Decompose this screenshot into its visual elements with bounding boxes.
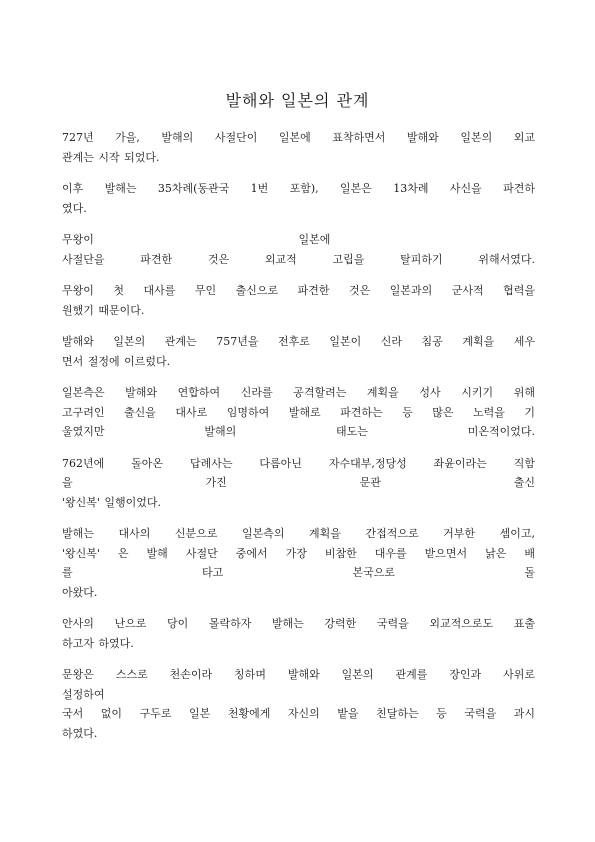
text-line: 관계는 시작 되었다.: [62, 150, 160, 164]
text-line: 국서 없이 구두로 일본 천황에게 자신의 밭을 친달하는 등 국력을 과시: [62, 707, 535, 720]
text-line: 762년에 돌아온 답례사는 다름아닌 자수대부,정당성 좌윤이라는 직함: [62, 456, 535, 470]
paragraph-1: [62, 128, 535, 167]
text-line: 를 타고 본국으로 돌: [62, 566, 535, 579]
text-fragment: 무왕이: [62, 233, 94, 246]
paragraph-5: [62, 332, 535, 371]
text-line: 아왔다.: [62, 585, 98, 599]
text-line: 면서 절정에 이르렀다.: [62, 354, 171, 368]
text-line: 무왕이 첫 대사를 무인 출신으로 파견한 것은 일본과의 군사적 협력을: [62, 284, 535, 297]
text-line: 하였다.: [62, 726, 98, 740]
text-line: 을 가진 문관 출신: [62, 476, 535, 489]
text-line: 안사의 난으로 당이 몰락하자 발해는 강력한 국력을 외교적으로도 표출: [62, 617, 535, 630]
text-line: 발해와 일본의 관계는 757년을 전후로 일본이 신라 침공 계획을 세우: [62, 335, 535, 348]
text-fragment: 일본에: [298, 233, 331, 246]
text-line: '왕신복' 일행이었다.: [62, 495, 162, 509]
text-line: 설정하여: [62, 687, 105, 701]
text-line: 고구려인 출신을 대사로 임명하여 발해로 파견하는 등 많은 노력을 기: [62, 405, 535, 419]
text-line: 원했기 때문이다.: [62, 303, 145, 317]
paragraph-3: [62, 230, 535, 269]
text-line: 발해는 대사의 신분으로 일본측의 계획을 간접적으로 거부한 셈이고,: [62, 527, 535, 540]
paragraph-10: [62, 665, 535, 743]
text-line: 울였지만 발해의 태도는 미온적이었다.: [62, 425, 535, 438]
text-line: 일본측은 발해와 연합하여 신라를 공격할려는 계획을 성사 시키기 위해: [62, 386, 535, 399]
text-line: '왕신복' 은 발해 사절단 중에서 가장 비참한 대우를 받으면서 낡은 배: [62, 546, 535, 560]
page-title: 발해와 일본의 관계: [225, 91, 370, 110]
paragraph-4: [62, 281, 535, 320]
paragraph-2: [62, 179, 535, 218]
document-body: [62, 128, 535, 743]
paragraph-9: [62, 614, 535, 653]
text-line: 하고자 하였다.: [62, 636, 134, 650]
text-line: 사절단을 파견한 것은 외교적 고립을 탈피하기 위해서였다.: [62, 252, 535, 266]
paragraph-7: [62, 454, 535, 513]
text-line-spread: [62, 230, 535, 250]
paragraph-8: [62, 524, 535, 602]
paragraph-6: [62, 383, 535, 442]
text-line: 727년 가을, 발해의 사절단이 일본에 표착하면서 발해와 일본의 외교: [62, 131, 535, 144]
text-line: 문왕은 스스로 천손이라 칭하며 발해와 일본의 관계를 장인과 사위로: [62, 668, 535, 681]
text-line: 이후 발해는 35차례(동관국 1번 포함), 일본은 13차례 사신을 파견하: [62, 182, 535, 195]
text-line: 였다.: [62, 201, 87, 215]
